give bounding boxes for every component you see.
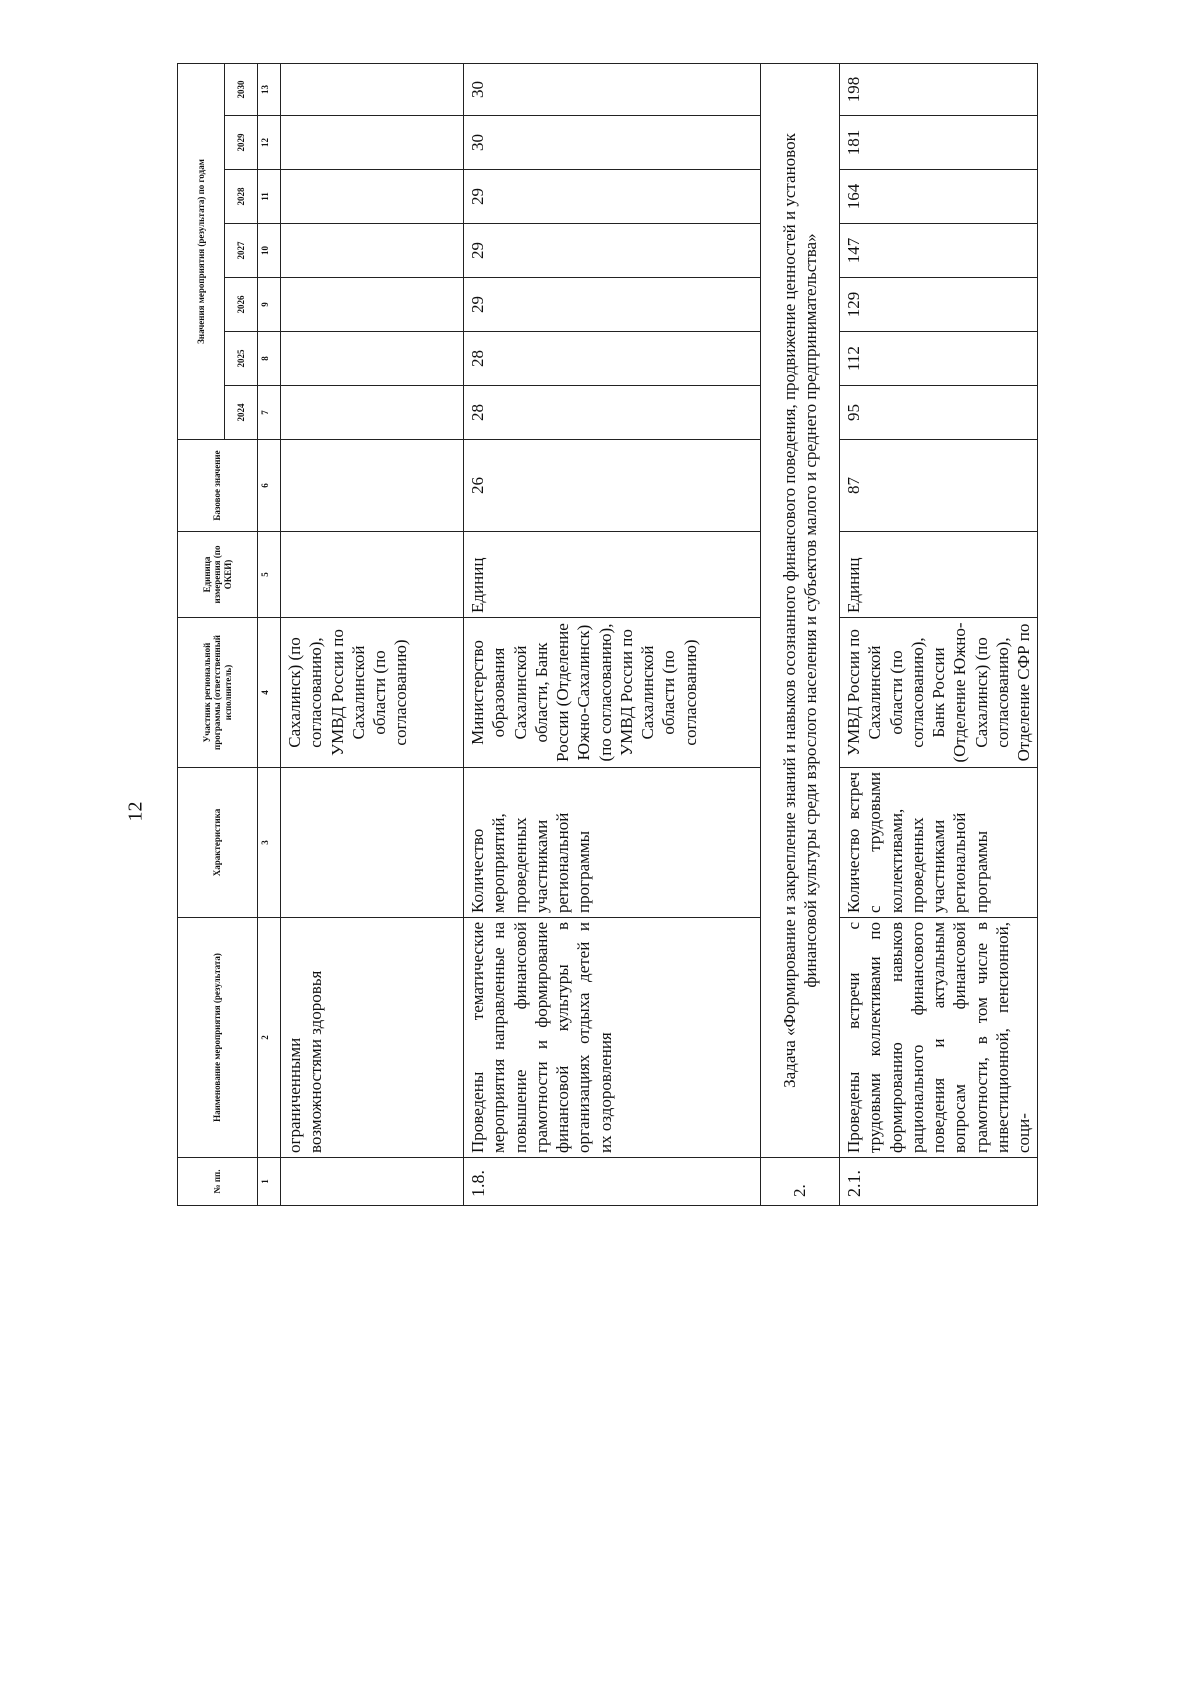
row-value: 28: [464, 332, 761, 386]
row-name: Проведены тематические мероприятия направленные на повышение финансовой грамотности и формирование финансовой культуры в организациях отдыха детей и их оздоровления: [464, 918, 761, 1158]
row-unit: Единиц: [464, 532, 761, 618]
row-name: Проведены встречи с трудовыми коллективами по формированию навыков рационального финансового поведения и актуальным вопросам финансовой грамотности, в том числе в инвестиционной, пенсионной, соци-: [840, 918, 1038, 1158]
header-year: 2025: [225, 332, 258, 386]
row-value: [281, 278, 464, 332]
row-value: 95: [840, 386, 1038, 440]
activities-table: [177, 63, 1038, 1206]
row-base: 87: [840, 440, 1038, 532]
header-year: 2030: [225, 64, 258, 116]
row-value: [281, 116, 464, 170]
header-year: 2024: [225, 386, 258, 440]
column-index: 12: [258, 116, 281, 170]
row-participant: Министерство образования Сахалинской области, Банк России (Отделение Южно-Сахалинск) (по согласованию), УМВД России по Сахалинской области (по согласованию): [464, 618, 761, 768]
row-value: [281, 386, 464, 440]
row-base: 26: [464, 440, 761, 532]
table-row: [464, 64, 761, 1206]
row-value: 112: [840, 332, 1038, 386]
page-number: 12: [124, 801, 147, 822]
row-value: 30: [464, 116, 761, 170]
header-characteristic: Характеристика: [178, 768, 258, 918]
row-unit: [281, 532, 464, 618]
task-text: Задача «Формирование и закрепление знаний и навыков осознанного финансового поведения, продвижение ценностей и установок финансовой культуры среди взрослого населения и субъектов малого и среднего предпринимательства»: [761, 64, 840, 1158]
column-index: 5: [258, 532, 281, 618]
row-value: 181: [840, 116, 1038, 170]
row-characteristic: [281, 768, 464, 918]
column-index-row: [258, 64, 281, 1206]
header-participant: Участник региональной программы (ответственный исполнитель): [178, 618, 258, 768]
row-name: ограниченными возможностями здоровья: [281, 918, 464, 1158]
row-characteristic: Количество встреч с трудовыми коллективами, проведенных участниками региональной программы: [840, 768, 1038, 918]
row-value: 29: [464, 278, 761, 332]
row-value: 29: [464, 224, 761, 278]
table-row: [281, 64, 464, 1206]
column-index: 13: [258, 64, 281, 116]
row-value: 147: [840, 224, 1038, 278]
column-index: 6: [258, 440, 281, 532]
row-unit: Единиц: [840, 532, 1038, 618]
rotated-table-frame: [177, 64, 1033, 1206]
row-base: [281, 440, 464, 532]
header-row: [178, 64, 225, 1206]
header-name: Наименование мероприятия (результата): [178, 918, 258, 1158]
row-value: [281, 332, 464, 386]
row-value: 164: [840, 170, 1038, 224]
header-base: Базовое значение: [178, 440, 258, 532]
column-index: 8: [258, 332, 281, 386]
header-year: 2029: [225, 116, 258, 170]
task-row: [761, 64, 840, 1206]
task-num: 2.: [761, 1158, 840, 1206]
header-unit: Единица измерения (по ОКЕИ): [178, 532, 258, 618]
column-index: 1: [258, 1158, 281, 1206]
row-num: [281, 1158, 464, 1206]
header-year: 2026: [225, 278, 258, 332]
header-years-group: Значения мероприятия (результата) по годам: [178, 64, 225, 440]
column-index: 7: [258, 386, 281, 440]
row-num: 2.1.: [840, 1158, 1038, 1206]
row-characteristic: Количество мероприятий, проведенных участниками региональной программы: [464, 768, 761, 918]
table-row: [840, 64, 1038, 1206]
column-index: 10: [258, 224, 281, 278]
row-participant: УМВД России по Сахалинской области (по согласованию), Банк России (Отделение Южно-Сахалинск) (по согласованию), Отделение СФР по: [840, 618, 1038, 768]
column-index: 11: [258, 170, 281, 224]
row-num: 1.8.: [464, 1158, 761, 1206]
row-value: 28: [464, 386, 761, 440]
header-year: 2027: [225, 224, 258, 278]
column-index: 3: [258, 768, 281, 918]
row-value: 29: [464, 170, 761, 224]
header-year: 2028: [225, 170, 258, 224]
row-value: [281, 170, 464, 224]
row-participant: Сахалинск) (по согласованию), УМВД России по Сахалинской области (по согласованию): [281, 618, 464, 768]
column-index: 4: [258, 618, 281, 768]
row-value: [281, 224, 464, 278]
row-value: [281, 64, 464, 116]
row-value: 129: [840, 278, 1038, 332]
row-value: 30: [464, 64, 761, 116]
column-index: 2: [258, 918, 281, 1158]
row-value: 198: [840, 64, 1038, 116]
column-index: 9: [258, 278, 281, 332]
header-num: № пп.: [178, 1158, 258, 1206]
